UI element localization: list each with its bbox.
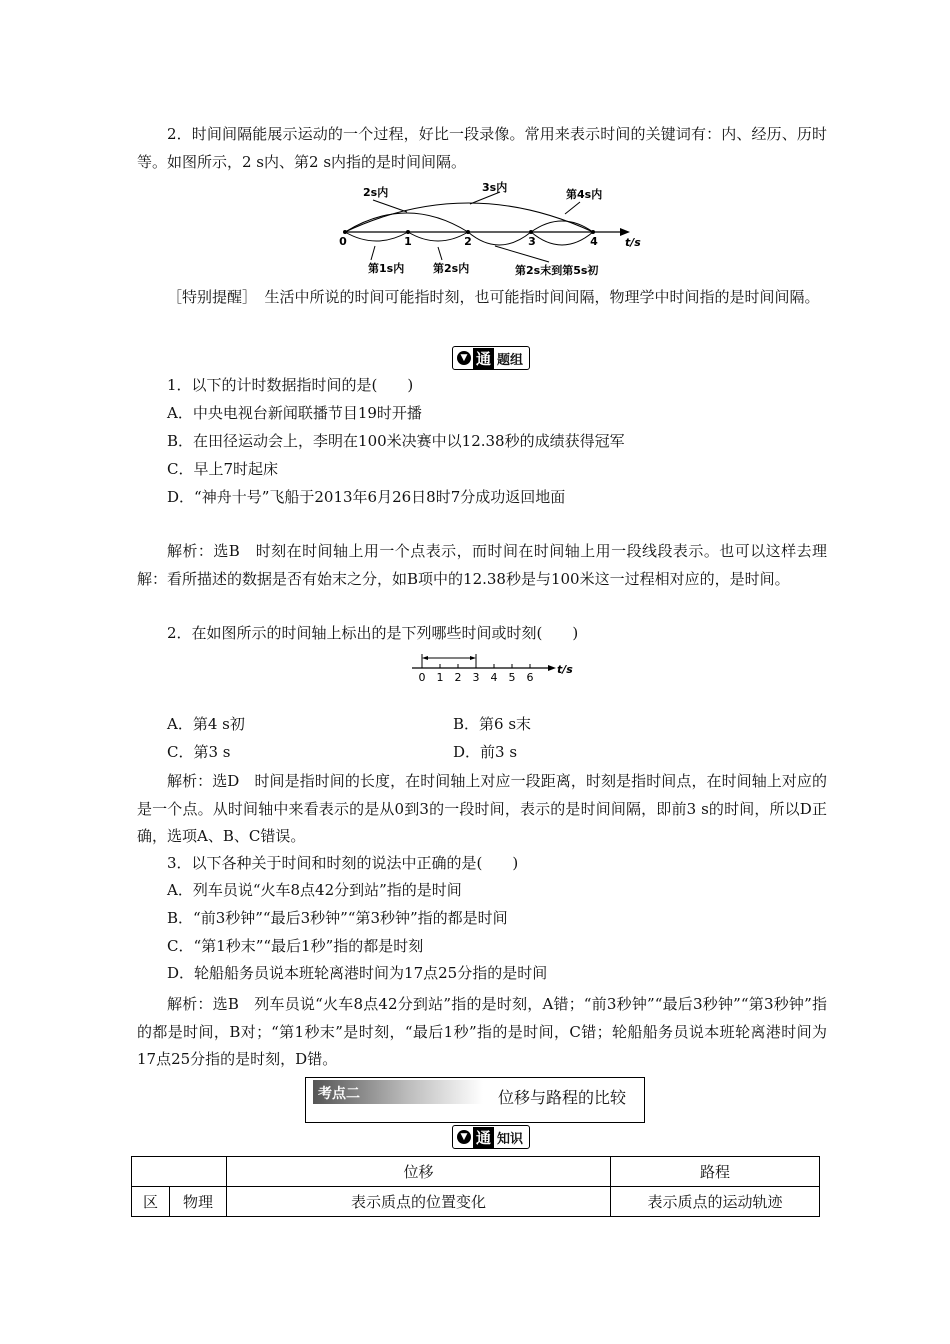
q1-stem: 1．以下的计时数据指时间的是( ) xyxy=(167,376,414,394)
table-cell: 表示质点的运动轨迹 xyxy=(611,1187,820,1217)
tick-label: 6 xyxy=(526,671,534,684)
q3-option-d: D．轮船船务员说本班轮离港时间为17点25分指的是时间 xyxy=(167,964,548,982)
tick-label: 4 xyxy=(590,235,598,248)
q3-stem: 3．以下各种关于时间和时刻的说法中正确的是( ) xyxy=(167,854,519,872)
q2-option-d: D．前3 s xyxy=(453,743,518,761)
axis-label: t/s xyxy=(557,663,573,676)
label-1st-s: 第1s内 xyxy=(368,262,405,275)
tag-text: 题组 xyxy=(497,352,524,368)
tag-big-char: 通 xyxy=(473,1127,494,1148)
q2-option-c: C．第3 s xyxy=(167,743,231,761)
q3-option-c: C．“第1秒末”“最后1秒”指的都是时刻 xyxy=(167,937,424,955)
label-3s: 3s内 xyxy=(482,181,508,194)
q2-option-b: B．第6 s末 xyxy=(453,715,532,733)
time-interval-diagram xyxy=(335,180,655,280)
q1-option-d: D．“神舟十号”飞船于2013年6月26日8时7分成功返回地面 xyxy=(167,488,566,506)
tick-label: 0 xyxy=(339,235,347,248)
special-note: ［特别提醒］ 生活中所说的时间可能指时刻，也可能指时间间隔，物理学中时间指的是时间间隔。 xyxy=(167,288,820,306)
section-tag-knowledge xyxy=(452,1125,530,1149)
table-header-path: 路程 xyxy=(611,1157,820,1187)
q3-option-b: B．“前3秒钟”“最后3秒钟”“第3秒钟”指的都是时间 xyxy=(167,909,508,927)
tick-label: 3 xyxy=(528,235,536,248)
table-cell: 区 xyxy=(132,1187,170,1217)
q1-option-a: A．中央电视台新闻联播节目19时开播 xyxy=(167,404,422,422)
tick-label: 3 xyxy=(472,671,480,684)
triangle-down-icon: ▼ xyxy=(457,351,471,365)
tick-label: 5 xyxy=(508,671,516,684)
tag-big-char: 通 xyxy=(473,348,494,369)
table-cell: 物理 xyxy=(170,1187,227,1217)
tick-label: 0 xyxy=(418,671,426,684)
table-header-displacement: 位移 xyxy=(227,1157,611,1187)
intro-paragraph: 2．时间间隔能展示运动的一个过程，好比一段录像。常用来表示时间的关键词有：内、经历、历时等。如图所示，2 s内、第2 s内指的是时间间隔。 xyxy=(137,125,827,171)
table-row xyxy=(132,1187,820,1217)
section-tag-exercise xyxy=(452,346,530,370)
label-2nd-s: 第2s内 xyxy=(433,262,470,275)
q3-analysis: 解析：选B 列车员说“火车8点42分到站”指的是时刻，A错；“前3秒钟”“最后3秒钟”“第3秒钟”指的都是时间，B对；“第1秒末”是时刻，“最后1秒”指的是时间，C错；轮船船务员说本班轮离港时间为17点25分指的是时刻，D错。 xyxy=(137,995,827,1069)
q1-option-c: C．早上7时起床 xyxy=(167,460,279,478)
label-2s: 2s内 xyxy=(363,186,389,199)
q2-stem: 2．在如图所示的时间轴上标出的是下列哪些时间或时刻( ) xyxy=(167,624,579,642)
q2-analysis: 解析：选D 时间是指时间的长度，在时间轴上对应一段距离，时刻是指时间点，在时间轴上对应的是一个点。从时间轴中来看表示的是从0到3的一段时间，表示的是时间间隔，即前3 s的时间，所以D正确，选项A、B、C错误。 xyxy=(137,772,827,846)
q3-option-a: A．列车员说“火车8点42分到站”指的是时间 xyxy=(167,881,462,899)
tag-text: 知识 xyxy=(497,1131,524,1147)
tick-label: 1 xyxy=(404,235,412,248)
table-header-empty xyxy=(132,1157,227,1187)
axis-label: t/s xyxy=(625,236,641,249)
triangle-down-icon: ▼ xyxy=(457,1130,471,1144)
tick-label: 2 xyxy=(464,235,472,248)
q1-option-b: B．在田径运动会上，李明在100米决赛中以12.38秒的成绩获得冠军 xyxy=(167,432,625,450)
label-2s-end-5s-start: 第2s末到第5s初 xyxy=(515,264,599,277)
tick-label: 1 xyxy=(436,671,444,684)
tick-label: 2 xyxy=(454,671,462,684)
kaodian-box xyxy=(305,1077,645,1123)
label-4th-s: 第4s内 xyxy=(566,188,603,201)
table-cell: 表示质点的位置变化 xyxy=(227,1187,611,1217)
tick-label: 4 xyxy=(490,671,498,684)
comparison-table xyxy=(131,1156,820,1217)
kaodian-title: 位移与路程的比较 xyxy=(498,1088,627,1107)
q2-time-axis xyxy=(408,650,578,686)
table-header-row xyxy=(132,1157,820,1187)
kaodian-tag-text: 考点二 xyxy=(318,1086,360,1102)
q1-analysis: 解析：选B 时刻在时间轴上用一个点表示，而时间在时间轴上用一段线段表示。也可以这样去理解：看所描述的数据是否有始末之分，如B项中的12.38秒是与100米这一过程相对应的，是时间。 xyxy=(137,542,827,588)
q2-option-a: A．第4 s初 xyxy=(167,715,245,733)
